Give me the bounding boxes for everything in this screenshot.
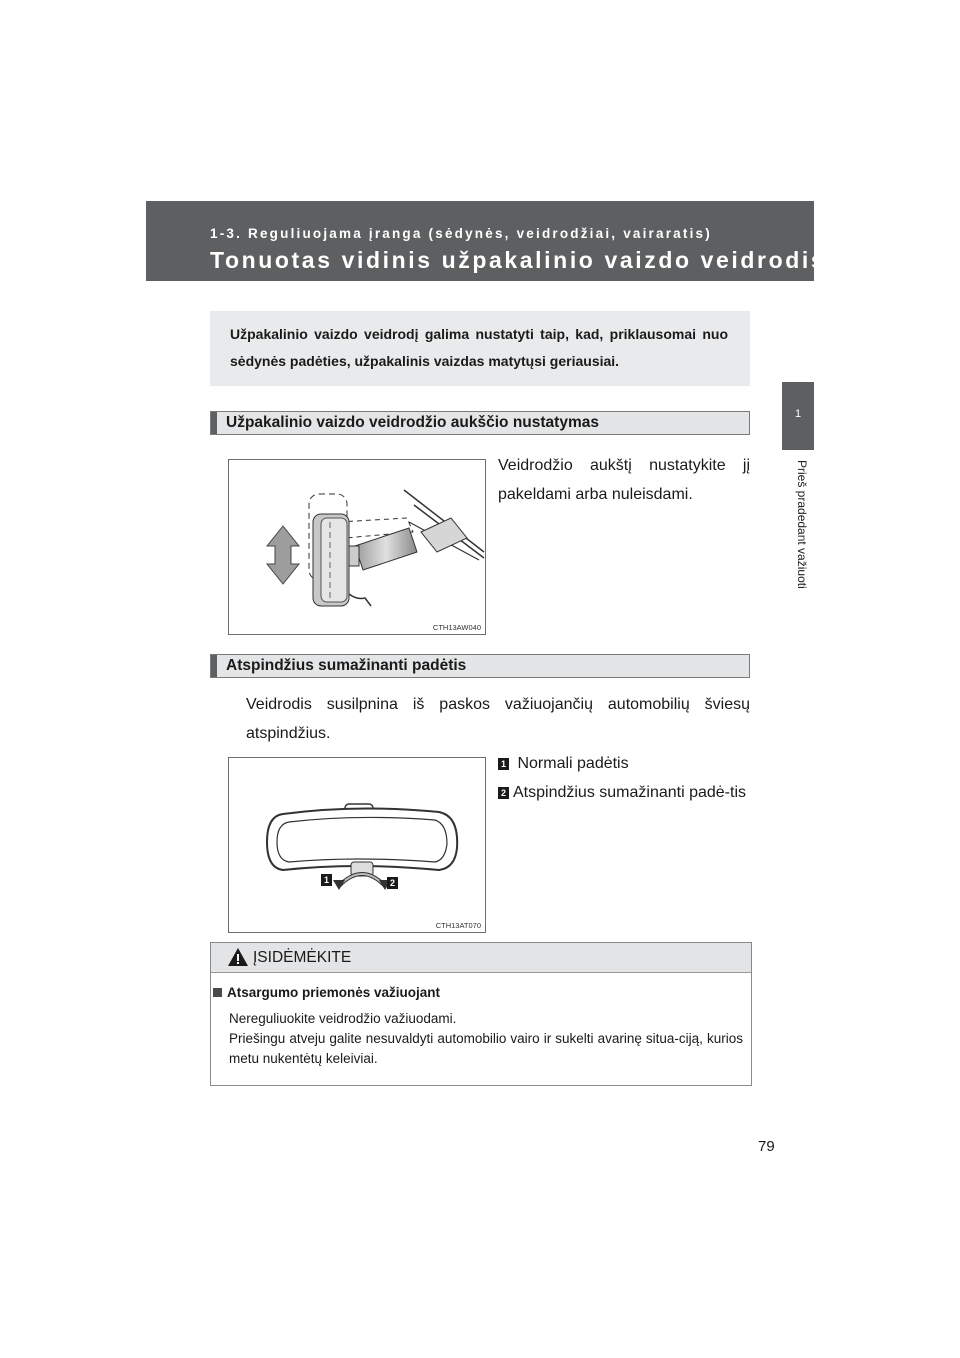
caution-subheading-text: Atsargumo priemonės važiuojant [227,985,441,1000]
heading-marker [211,412,217,434]
image-code: CTH13AT070 [435,921,481,930]
section-title: Atspindžius sumažinanti padėtis [226,657,467,674]
section-label: 1-3. Reguliuojama įranga (sėdynės, veidrodžiai, vairaratis) [210,226,712,241]
caution-body [229,1009,743,1069]
intro-text: Užpakalinio vaizdo veidrodį galima nustatyti taip, kad, priklausomai nuo sėdynės padėties, užpakalinis vaizdas matytųsi geriausiai. [230,326,728,369]
section-title: Užpakalinio vaizdo veidrodžio aukščio nustatymas [226,414,599,431]
list-item [498,778,750,807]
list-item [498,749,750,778]
section-heading-antiglare [210,654,750,678]
warning-icon [227,947,249,967]
intro-box [210,311,750,386]
chapter-tab [782,382,814,450]
chapter-header [146,201,827,281]
item-number-badge: 1 [498,758,509,770]
chapter-name: Prieš pradedant važiuoti [795,460,809,589]
square-bullet-icon [213,988,222,997]
antiglare-description: Veidrodis susilpnina iš paskos važiuojančių automobilių šviesų atspindžius. [246,696,750,742]
item-label: Atspindžius sumažinanti padė-tis [513,784,747,801]
callout-2-badge: 2 [387,877,398,889]
caution-line-2: Priešingu atveju galite nesuvaldyti automobilio vairo ir sukelti avarinę situa-ciją, kurios metu nukentėtų keleiviai. [229,1031,743,1066]
chapter-name-vertical [797,460,809,620]
image-code: CTH13AW040 [432,623,481,632]
item-label: Normali padėtis [517,755,629,772]
item-number-badge: 2 [498,787,509,799]
mirror-height-drawing [229,460,485,634]
caution-label: ĮSIDĖMĖKITE [253,949,352,966]
height-instruction: Veidrodžio aukštį nustatykite jį pakeldami arba nuleisdami. [498,457,750,503]
mirror-height-illustration [228,459,486,635]
antiglare-illustration [228,757,486,933]
callout-1-badge: 1 [321,874,332,886]
mirror-lever-drawing [229,758,485,932]
caution-subheading [213,985,440,1000]
caution-line-1: Nereguliuokite veidrodžio važiuodami. [229,1011,457,1026]
caution-header [211,943,751,973]
section-heading-height [210,411,750,435]
page-title: Tonuotas vidinis užpakalinio vaizdo veidrodis [210,247,827,273]
position-list [498,749,750,807]
page-number: 79 [758,1138,775,1155]
chapter-number: 1 [794,408,802,420]
caution-box [210,942,752,1086]
heading-marker [211,655,217,677]
